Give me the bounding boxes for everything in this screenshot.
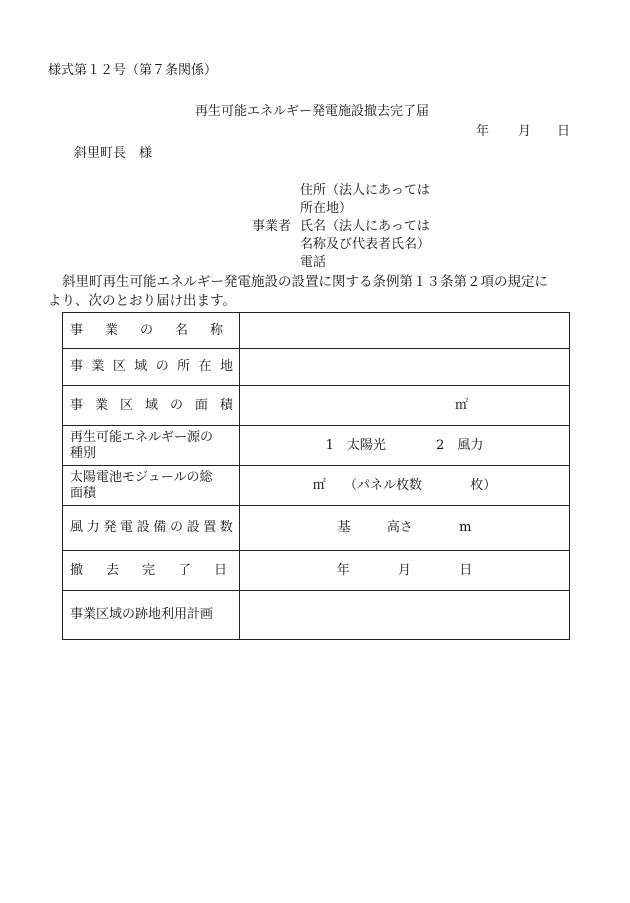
body-line-2: より、次のとおり届け出ます。 <box>48 293 236 309</box>
removal-month: 月 <box>397 562 411 578</box>
table-row <box>63 426 570 466</box>
addressee: 斜里町長 様 <box>74 146 153 161</box>
table-row <box>63 551 570 591</box>
name-label-cont: 名称及び代表者氏名） <box>300 237 431 252</box>
option-wind[interactable]: 2 風力 <box>436 437 484 453</box>
land-use-plan-label: 事業区域の跡地利用計画 <box>63 591 240 640</box>
body-line-1: 斜里町再生可能エネルギー発電施設の設置に関する条例第１３条第２項の規定に <box>62 274 548 290</box>
project-location-value[interactable] <box>240 349 570 386</box>
land-use-plan-value[interactable] <box>240 591 570 640</box>
module-area-value[interactable] <box>240 466 570 506</box>
table-row <box>63 386 570 426</box>
project-area-label: 事 業 区 域 の 面 積 <box>63 386 240 426</box>
project-name-label: 事 業 の 名 称 <box>63 313 240 349</box>
panel-count-unit: 枚） <box>470 477 497 493</box>
panel-count-label: （パネル枚数 <box>343 477 422 493</box>
table-row <box>63 506 570 551</box>
removal-year: 年 <box>336 562 350 578</box>
area-unit: ㎡ <box>454 397 468 413</box>
name-label: 氏名（法人にあっては <box>300 219 430 234</box>
date-year: 年 <box>476 124 490 139</box>
wind-count-value[interactable] <box>240 506 570 551</box>
date-month: 月 <box>518 124 532 139</box>
removal-day: 日 <box>459 562 473 578</box>
wind-count-label: 風 力 発 電 設 備 の 設 置 数 <box>63 506 240 551</box>
energy-type-label: 再生可能エネルギー源の 種別 <box>63 426 240 466</box>
table-row <box>63 466 570 506</box>
report-table <box>62 312 570 640</box>
project-name-value[interactable] <box>240 313 570 349</box>
applicant-role-label: 事業者 <box>252 219 292 234</box>
option-solar[interactable]: 1 太陽光 <box>325 437 386 453</box>
removal-date-label: 撤 去 完 了 日 <box>63 551 240 591</box>
address-label-cont: 所在地） <box>300 201 353 216</box>
form-number: 様式第１２号（第７条関係） <box>48 63 218 78</box>
height-unit: m <box>459 520 472 535</box>
project-location-label: 事 業 区 域 の 所 在 地 <box>63 349 240 386</box>
unit-count: 基 <box>337 520 351 535</box>
date-day: 日 <box>557 124 571 139</box>
table-row <box>63 349 570 386</box>
removal-date-value[interactable] <box>240 551 570 591</box>
document-title: 再生可能エネルギー発電施設撤去完了届 <box>195 104 430 119</box>
module-area-unit: ㎡ <box>312 477 326 493</box>
phone-label: 電話 <box>300 255 327 270</box>
table-row <box>63 313 570 349</box>
address-label: 住所（法人にあっては <box>300 183 430 198</box>
height-label: 高さ <box>386 520 413 535</box>
project-area-value[interactable] <box>240 386 570 426</box>
module-area-label: 太陽電池モジュールの総 面積 <box>63 466 240 506</box>
energy-type-value <box>240 426 570 466</box>
table-row <box>63 591 570 640</box>
